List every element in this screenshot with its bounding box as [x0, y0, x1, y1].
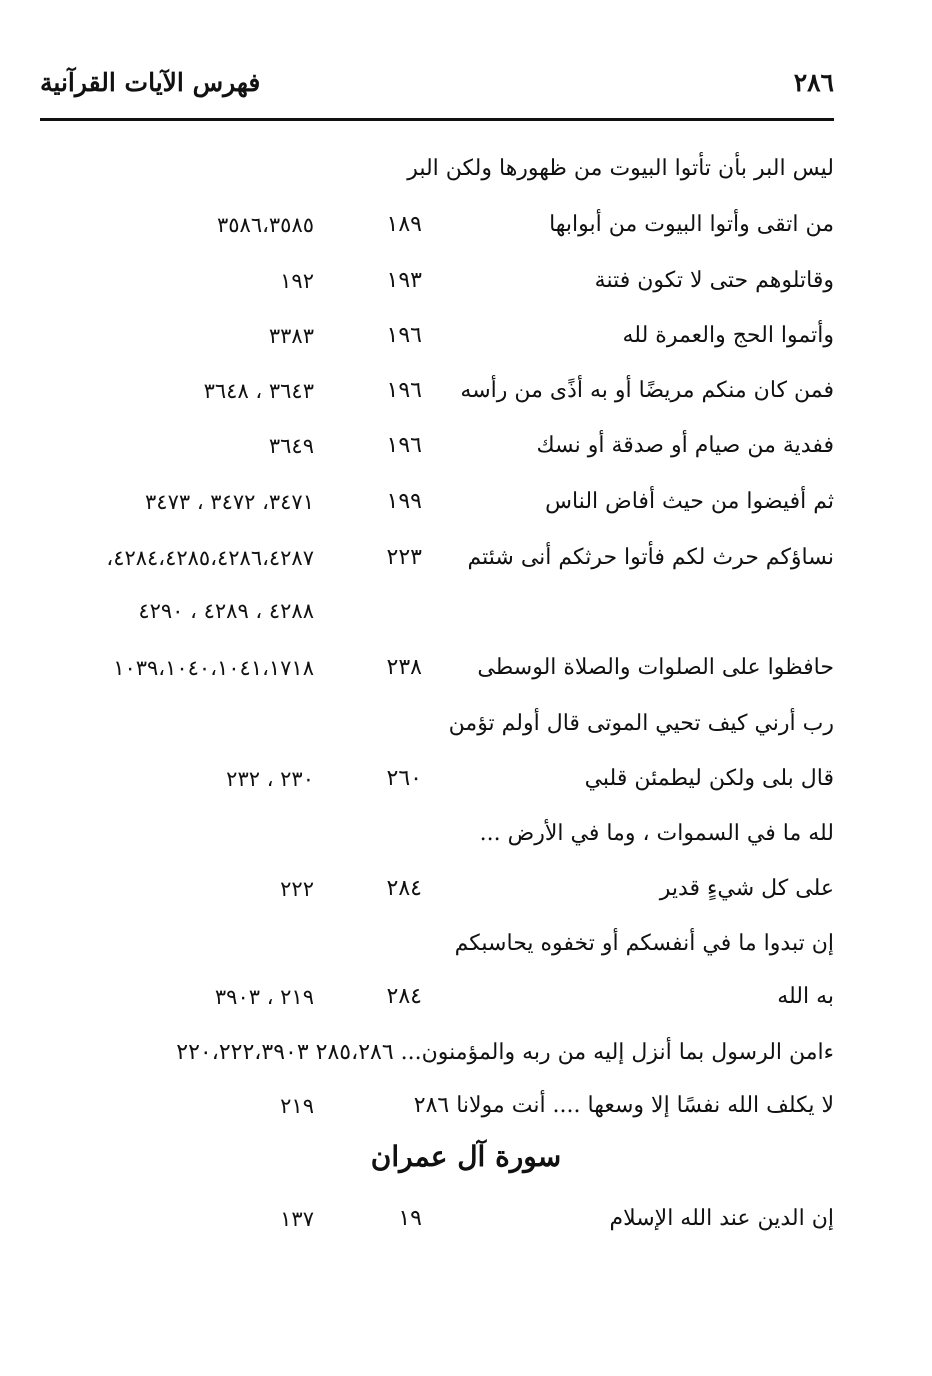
ayah-number: ٢٦٠	[386, 766, 422, 791]
verse-text: فمن كان منكم مريضًا أو به أذًى من رأسه	[460, 378, 834, 403]
verse-text: لله ما في السموات ، وما في الأرض ...	[479, 821, 834, 846]
hadith-numbers: ٣٦٤٩	[268, 434, 314, 458]
verse-text: حافظوا على الصلوات والصلاة الوسطى	[477, 655, 834, 680]
index-entry	[40, 974, 834, 1020]
index-entry	[40, 479, 834, 525]
verse-text: ففدية من صيام أو صدقة أو نسك	[536, 433, 834, 458]
hadith-numbers: ٤٢٨٤،٤٢٨٥،٤٢٨٦،٤٢٨٧،	[106, 546, 314, 570]
header-rule	[40, 118, 834, 121]
hadith-numbers: ١٣٧	[280, 1207, 314, 1231]
verse-text: ليس البر بأن تأتوا البيوت من ظهورها ولكن البر	[407, 156, 834, 181]
verse-text: وقاتلوهم حتى لا تكون فتنة	[594, 268, 834, 293]
index-entry	[40, 921, 834, 967]
index-entry	[40, 368, 834, 414]
hadith-numbers: ٣٦٤٣ ، ٣٦٤٨	[203, 379, 314, 403]
index-entry	[40, 535, 834, 581]
ayah-number: ١٨٩	[386, 212, 422, 237]
verse-text: إن تبدوا ما في أنفسكم أو تخفوه يحاسبكم	[454, 931, 834, 956]
page-number: ٢٨٦	[793, 68, 834, 97]
index-entry	[40, 756, 834, 802]
index-entry	[40, 588, 834, 634]
ayah-number: ١٩٦	[386, 433, 422, 458]
verse-text: على كل شيءٍ قدير	[659, 876, 834, 901]
verse-text: قال بلى ولكن ليطمئن قلبي	[584, 766, 834, 791]
verse-text: إن الدين عند الله الإسلام	[609, 1206, 834, 1231]
surah-heading: سورة آل عمران	[370, 1140, 562, 1173]
hadith-numbers: ١٩٢	[280, 269, 314, 293]
verse-line-with-numbers: ءامن الرسول بما أنزل إليه من ربه والمؤمنون... ٢٨٥،٢٨٦ ٢٢٠،٢٢٢،٣٩٠٣	[176, 1040, 834, 1065]
hadith-numbers: ٤٢٨٨ ، ٤٢٨٩ ، ٤٢٩٠	[138, 599, 314, 623]
index-entry	[40, 811, 834, 857]
index-entry	[40, 423, 834, 469]
hadith-numbers: ٢٢٢	[280, 877, 314, 901]
index-entry	[40, 866, 834, 912]
hadith-numbers: ٣٥٨٦،٣٥٨٥	[216, 213, 314, 237]
verse-line-with-numbers: لا يكلف الله نفسًا إلا وسعها .... أنت مولانا ٢٨٦	[413, 1093, 834, 1118]
page-header	[40, 62, 834, 112]
index-entry	[40, 146, 834, 192]
hadith-numbers: ٣٣٨٣	[268, 324, 314, 348]
index-entry	[40, 701, 834, 747]
ayah-number: ١٩	[398, 1206, 422, 1231]
ayah-number: ٢٨٤	[386, 876, 422, 901]
ayah-number: ١٩٦	[386, 323, 422, 348]
ayah-number: ١٩٩	[386, 489, 422, 514]
ayah-number: ٢٣٨	[386, 655, 422, 680]
verse-text: به الله	[777, 984, 834, 1009]
hadith-numbers: ١٠٣٩،١٠٤٠،١٠٤١،١٧١٨	[113, 656, 314, 680]
running-title: فهرس الآيات القرآنية	[40, 68, 261, 97]
index-entry	[40, 313, 834, 359]
index-entry	[40, 1196, 834, 1242]
index-entry	[40, 1083, 834, 1129]
index-entry	[40, 202, 834, 248]
ayah-number: ٢٨٤	[386, 984, 422, 1009]
verse-text: نساؤكم حرث لكم فأتوا حرثكم أنى شئتم	[467, 545, 834, 570]
verse-text: ثم أفيضوا من حيث أفاض الناس	[545, 489, 834, 514]
index-entry	[40, 645, 834, 691]
hadith-numbers: ٢٣٠ ، ٢٣٢	[226, 767, 314, 791]
hadith-numbers: ٢١٩	[280, 1094, 314, 1118]
verse-text: من اتقى وأتوا البيوت من أبوابها	[549, 212, 834, 237]
index-entry	[40, 258, 834, 304]
hadith-numbers: ٣٤٧١، ٣٤٧٢ ، ٣٤٧٣	[145, 490, 314, 514]
verse-text: رب أرني كيف تحيي الموتى قال أولم تؤمن	[448, 711, 834, 736]
hadith-numbers: ٢١٩ ، ٣٩٠٣	[214, 985, 314, 1009]
verse-text: وأتموا الحج والعمرة لله	[622, 323, 834, 348]
ayah-number: ١٩٣	[386, 268, 422, 293]
ayah-number: ٢٢٣	[386, 545, 422, 570]
ayah-number: ١٩٦	[386, 378, 422, 403]
index-entry	[40, 1030, 834, 1076]
